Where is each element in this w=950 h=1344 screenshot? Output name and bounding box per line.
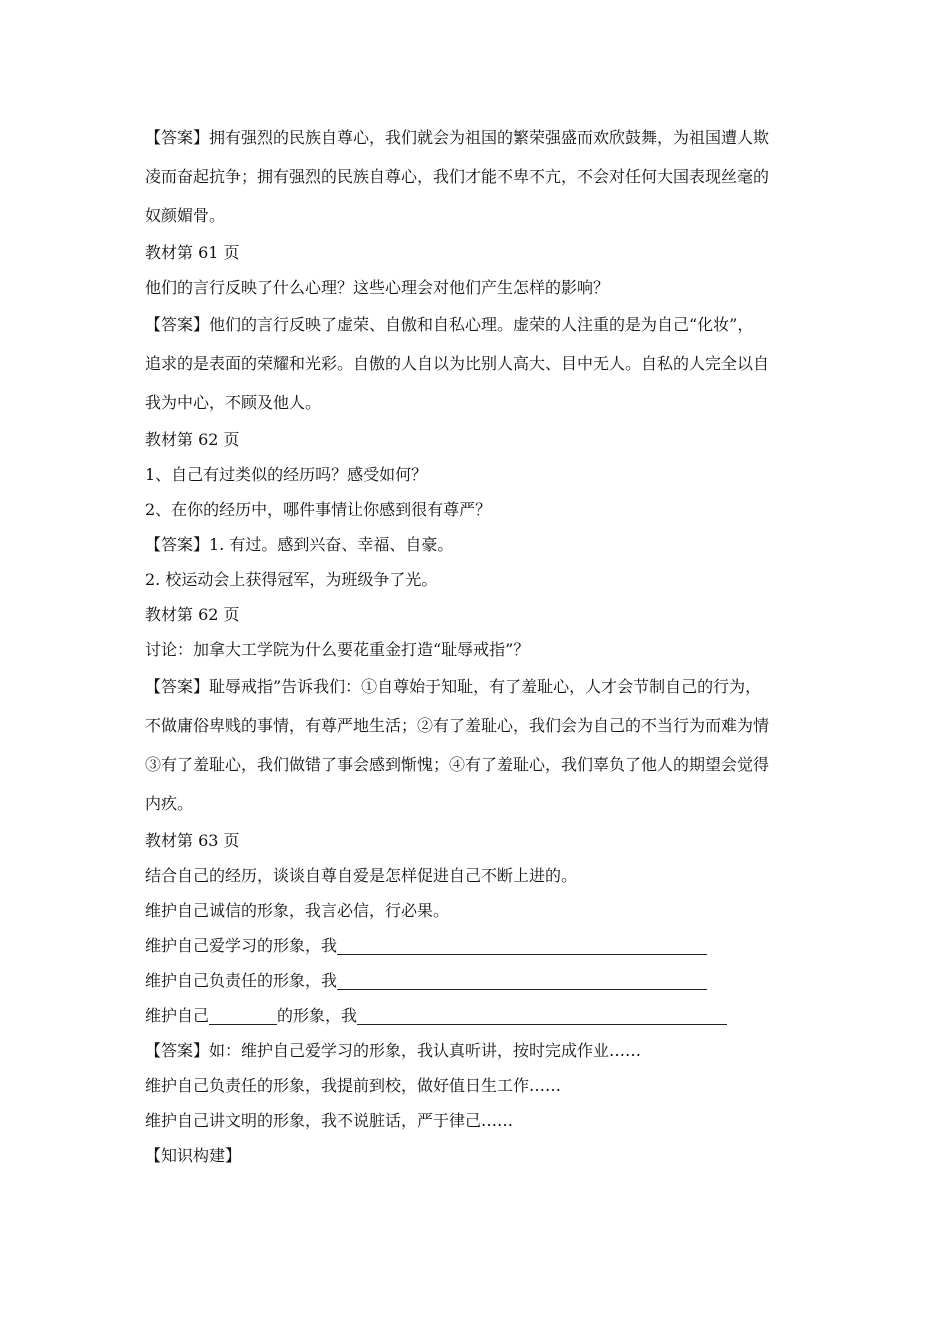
document-body [145, 118, 815, 1173]
document-page [145, 118, 815, 1173]
fill-in-prompt: 维护自己负责任的形象，我 [145, 971, 338, 990]
short-blank[interactable] [209, 1004, 277, 1025]
fill-in-line [145, 963, 815, 998]
section-heading: 【知识构建】 [145, 1146, 242, 1165]
textbook-page-heading: 教材第 62 页 [145, 430, 240, 449]
answer-line: 【答案】1. 有过。感到兴奋、幸福、自豪。 [145, 535, 454, 554]
answer-line: 【答案】他们的言行反映了虚荣、自傲和自私心理。虚荣的人注重的是为自己“化妆”， [145, 315, 754, 334]
fill-in-line [145, 928, 815, 963]
fill-in-prompt: 维护自己 [145, 1006, 210, 1025]
fill-in-prompt: 维护自己爱学习的形象，我 [145, 936, 338, 955]
answer-line: 内疚。 [145, 794, 194, 813]
answer-line: 奴颜媚骨。 [145, 206, 226, 225]
question-line: 结合自己的经历，谈谈自尊自爱是怎样促进自己不断上进的。 [145, 866, 578, 885]
answer-line: ③有了羞耻心，我们做错了事会感到惭愧；④有了羞耻心，我们辜负了他人的期望会觉得 [145, 755, 770, 774]
fill-in-line [145, 998, 815, 1033]
textbook-page-heading: 教材第 63 页 [145, 831, 240, 850]
textbook-page-heading: 教材第 61 页 [145, 243, 240, 262]
answer-line: 维护自己负责任的形象，我提前到校，做好值日生工作…… [145, 1076, 562, 1095]
answer-line: 追求的是表面的荣耀和光彩。自傲的人自以为比别人高大、目中无人。自私的人完全以自 [145, 354, 770, 373]
answer-line: 【答案】如：维护自己爱学习的形象，我认真听讲，按时完成作业…… [145, 1041, 642, 1060]
textbook-page-heading: 教材第 62 页 [145, 605, 240, 624]
answer-line: 2. 校运动会上获得冠军，为班级争了光。 [145, 570, 438, 589]
answer-line: 凌而奋起抗争；拥有强烈的民族自尊心，我们才能不卑不亢，不会对任何大国表现丝毫的 [145, 167, 770, 186]
answer-blank[interactable] [357, 1004, 727, 1025]
question-line: 2、在你的经历中，哪件事情让你感到很有尊严？ [145, 500, 492, 519]
answer-line: 【答案】拥有强烈的民族自尊心，我们就会为祖国的繁荣强盛而欢欣鼓舞，为祖国遭人欺 [145, 128, 770, 147]
answer-blank[interactable] [337, 934, 707, 955]
question-line: 1、自己有过类似的经历吗？感受如何？ [145, 465, 428, 484]
answer-line: 不做庸俗卑贱的事情，有尊严地生活；②有了羞耻心，我们会为自己的不当行为而难为情 [145, 716, 770, 735]
answer-blank[interactable] [337, 969, 707, 990]
question-line: 讨论：加拿大工学院为什么要花重金打造“耻辱戒指”？ [145, 640, 530, 659]
answer-line: 【答案】耻辱戒指”告诉我们：①自尊始于知耻，有了羞耻心，人才会节制自己的行为， [145, 677, 762, 696]
answer-line: 维护自己讲文明的形象，我不说脏话，严于律己…… [145, 1111, 514, 1130]
example-line: 维护自己诚信的形象，我言必信，行必果。 [145, 901, 450, 920]
fill-in-prompt: 的形象，我 [277, 1006, 358, 1025]
answer-line: 我为中心，不顾及他人。 [145, 393, 322, 412]
question-line: 他们的言行反映了什么心理？这些心理会对他们产生怎样的影响？ [145, 278, 610, 297]
